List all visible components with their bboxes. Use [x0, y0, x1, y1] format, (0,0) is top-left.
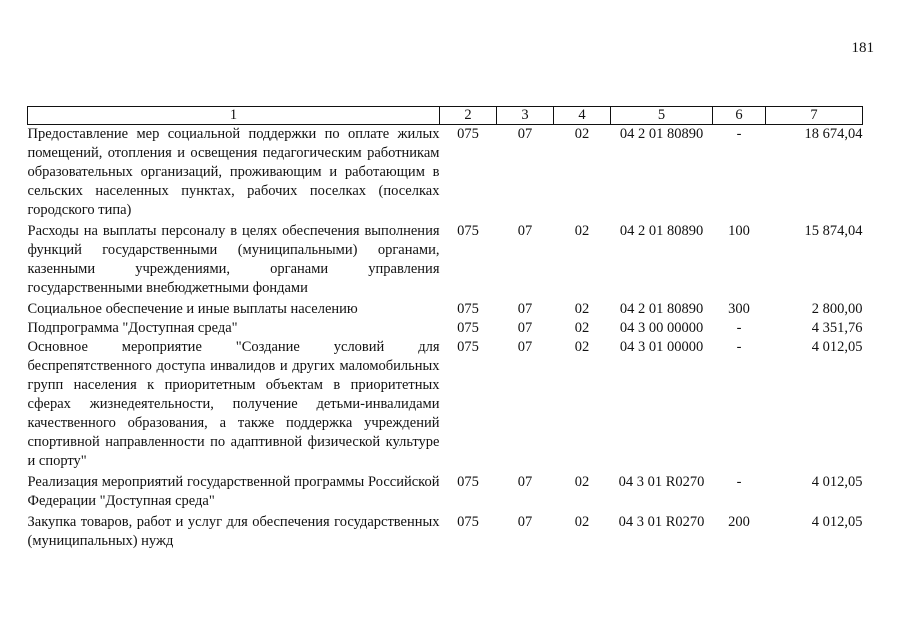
row-grbs: 075 [457, 301, 479, 317]
budget-table [27, 106, 863, 551]
row-expense-type: - [736, 474, 742, 490]
row-sum: 4 012,05 [811, 514, 863, 530]
row-grbs: 075 [457, 320, 479, 336]
header-col-4: 4 [554, 107, 611, 125]
row-expense-type: 200 [728, 514, 750, 530]
row-section: 07 [517, 301, 533, 317]
row-subsection: 02 [574, 320, 590, 336]
row-subsection: 02 [574, 339, 590, 355]
row-name: Закупка товаров, работ и услуг для обеспечения государственных (муниципальных) нужд [27, 514, 440, 549]
header-col-3: 3 [497, 107, 554, 125]
row-target-article: 04 3 01 R0270 [618, 514, 705, 530]
row-expense-type: 100 [728, 223, 750, 239]
header-col-1: 1 [28, 107, 440, 125]
row-name: Основное мероприятие "Создание условий для беспрепятственного доступа инвалидов и других маломобильных групп населения к приоритетным объектам в приоритетных сферах жизнедеятельности, получение детьми-инвалидами качественного образования, а также поддержка учреждений спортивной направленности по адаптивной физической культуре и спорту" [27, 339, 440, 469]
header-col-5: 5 [611, 107, 713, 125]
row-section: 07 [517, 320, 533, 336]
table-row [28, 319, 863, 338]
row-section: 07 [517, 223, 533, 239]
row-grbs: 075 [457, 126, 479, 142]
row-sum: 4 012,05 [811, 474, 863, 490]
row-sum: 4 012,05 [811, 339, 863, 355]
table-row [28, 222, 863, 300]
row-expense-type: - [736, 126, 742, 142]
row-sum: 18 674,04 [804, 126, 863, 142]
row-grbs: 075 [457, 339, 479, 355]
row-target-article: 04 2 01 80890 [619, 223, 704, 239]
row-grbs: 075 [457, 514, 479, 530]
row-subsection: 02 [574, 126, 590, 142]
row-name: Предоставление мер социальной поддержки по оплате жилых помещений, отопления и освещения педагогическим работникам образовательных организаций, проживающим и работающим в сельских населенных пунктах, рабочих поселках (поселках городского типа) [27, 126, 440, 218]
table-row [28, 513, 863, 551]
page-number: 181 [851, 40, 874, 56]
header-col-2: 2 [440, 107, 497, 125]
row-target-article: 04 2 01 80890 [619, 301, 704, 317]
row-subsection: 02 [574, 514, 590, 530]
table-row [28, 338, 863, 473]
table-row [28, 125, 863, 223]
table-row [28, 300, 863, 319]
row-sum: 2 800,00 [811, 301, 863, 317]
row-grbs: 075 [457, 474, 479, 490]
row-target-article: 04 3 01 00000 [619, 339, 704, 355]
row-expense-type: - [736, 320, 742, 336]
row-expense-type: - [736, 339, 742, 355]
table-row [28, 473, 863, 513]
row-section: 07 [517, 339, 533, 355]
row-section: 07 [517, 514, 533, 530]
row-section: 07 [517, 126, 533, 142]
row-name: Социальное обеспечение и иные выплаты населению [27, 301, 358, 317]
row-target-article: 04 3 00 00000 [619, 320, 704, 336]
row-name: Реализация мероприятий государственной программы Российской Федерации "Доступная среда" [27, 474, 440, 509]
row-sum: 4 351,76 [811, 320, 863, 336]
row-subsection: 02 [574, 301, 590, 317]
header-col-7: 7 [766, 107, 863, 125]
row-subsection: 02 [574, 223, 590, 239]
table-header-row [28, 107, 863, 125]
row-expense-type: 300 [728, 301, 750, 317]
row-target-article: 04 3 01 R0270 [618, 474, 705, 490]
row-name: Расходы на выплаты персоналу в целях обеспечения выполнения функций государственными (муниципальными) органами, казенными учреждениями, органами управления государственными внебюджетными фондами [27, 223, 440, 296]
header-col-6: 6 [713, 107, 766, 125]
row-section: 07 [517, 474, 533, 490]
row-target-article: 04 2 01 80890 [619, 126, 704, 142]
row-name: Подпрограмма "Доступная среда" [27, 320, 238, 336]
row-subsection: 02 [574, 474, 590, 490]
row-sum: 15 874,04 [804, 223, 863, 239]
row-grbs: 075 [457, 223, 479, 239]
